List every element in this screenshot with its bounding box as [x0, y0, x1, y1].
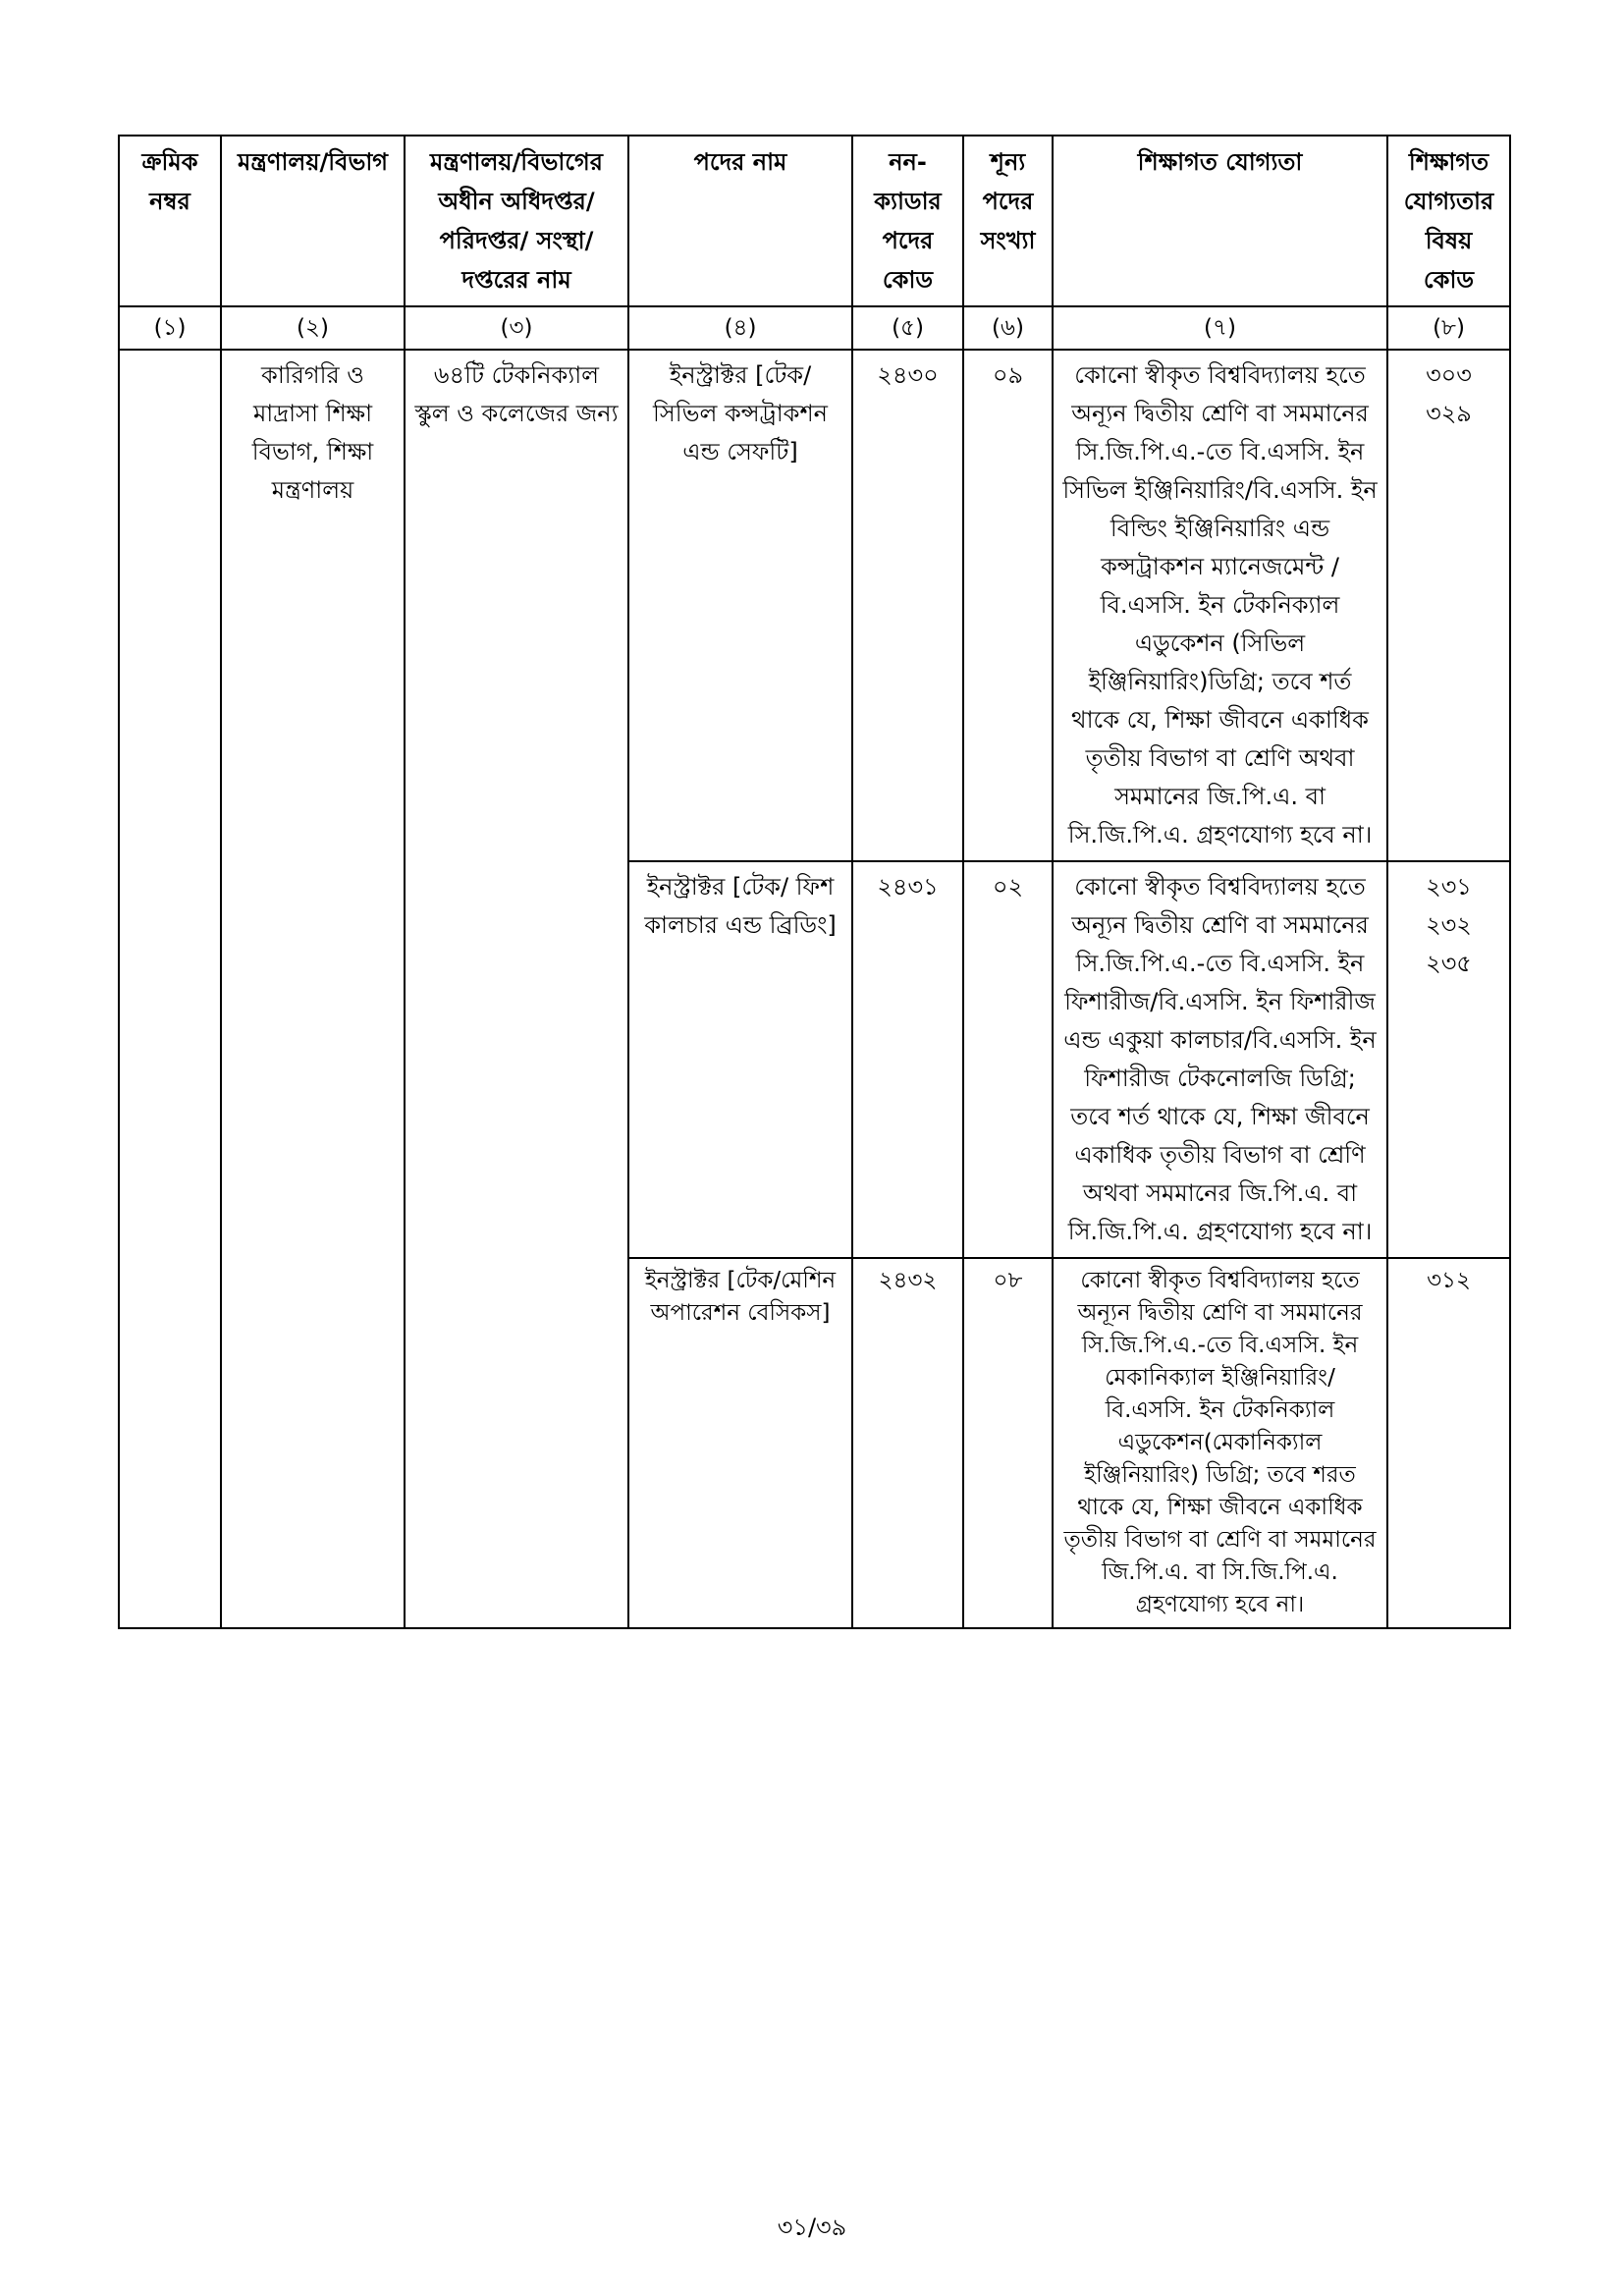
column-number: (৩)	[405, 306, 628, 350]
column-number: (৮)	[1387, 306, 1510, 350]
department-cell: ৬৪টি টেকনিক্যাল স্কুল ও কলেজের জন্য	[405, 350, 628, 1628]
column-number: (৭)	[1053, 306, 1387, 350]
subject-code: ২৩২	[1426, 911, 1472, 939]
header-post-code: নন- ক্যাডার পদের কোড	[852, 136, 963, 306]
header-serial: ক্রমিক নম্বর	[119, 136, 221, 306]
header-ministry: মন্ত্রণালয়/বিভাগ	[221, 136, 405, 306]
qualification-cell: কোনো স্বীকৃত বিশ্ববিদ্যালয় হতে অন্যূন দ্বিতীয় শ্রেণি বা সমমানের সি.জি.পি.এ.-তে বি.এসসি. ইন ফিশারীজ/বি.এসসি. ইন ফিশারীজ এন্ড একুয়া কালচার/বি.এসসি. ইন ফিশারীজ টেকনোলজি ডিগ্রি; তবে শর্ত থাকে যে, শিক্ষা জীবনে একাধিক তৃতীয় বিভাগ বা শ্রেণি অথবা সমমানের জি.পি.এ. বা সি.জি.পি.এ. গ্রহণযোগ্য হবে না।	[1053, 861, 1387, 1258]
column-number: (১)	[119, 306, 221, 350]
qualification-cell: কোনো স্বীকৃত বিশ্ববিদ্যালয় হতে অন্যূন দ্বিতীয় শ্রেণি বা সমমানের সি.জি.পি.এ.-তে বি.এসসি. ইন মেকানিক্যাল ইঞ্জিনিয়ারিং/ বি.এসসি. ইন টেকনিক্যাল এডুকেশন(মেকানিক্যাল ইঞ্জিনিয়ারিং) ডিগ্রি; তবে শরত থাকে যে, শিক্ষা জীবনে একাধিক তৃতীয় বিভাগ বা শ্রেণি বা সমমানের জি.পি.এ. বা সি.জি.পি.এ. গ্রহণযোগ্য হবে না।	[1053, 1258, 1387, 1628]
subject-code-cell	[1387, 1258, 1510, 1628]
post-name-cell: ইনস্ট্রাক্টর [টেক/ ফিশ কালচার এন্ড ব্রিডিং]	[628, 861, 852, 1258]
post-name-cell: ইনস্ট্রাক্টর [টেক/ সিভিল কন্সট্রাকশন এন্ড সেফটি]	[628, 350, 852, 861]
subject-code: ৩১২	[1427, 1268, 1471, 1293]
vacancy-cell: ০৯	[963, 350, 1053, 861]
table-header-row	[119, 136, 1510, 306]
post-code-cell: ২৪৩২	[852, 1258, 963, 1628]
column-number: (৬)	[963, 306, 1053, 350]
column-number: (৫)	[852, 306, 963, 350]
subject-code: ৩২৯	[1426, 400, 1472, 427]
ministry-cell: কারিগরি ও মাদ্রাসা শিক্ষা বিভাগ, শিক্ষা মন্ত্রণালয়	[221, 350, 405, 1628]
vacancy-cell: ০২	[963, 861, 1053, 1258]
column-number: (২)	[221, 306, 405, 350]
serial-cell	[119, 350, 221, 1628]
subject-code-cell	[1387, 861, 1510, 1258]
post-name-cell: ইনস্ট্রাক্টর [টেক/মেশিন অপারেশন বেসিকস]	[628, 1258, 852, 1628]
vacancy-cell: ০৮	[963, 1258, 1053, 1628]
header-post-name: পদের নাম	[628, 136, 852, 306]
subject-code: ৩০৩	[1426, 361, 1472, 389]
qualification-cell: কোনো স্বীকৃত বিশ্ববিদ্যালয় হতে অন্যূন দ্বিতীয় শ্রেণি বা সমমানের সি.জি.পি.এ.-তে বি.এসসি. ইন সিভিল ইঞ্জিনিয়ারিং/বি.এসসি. ইন বিল্ডিং ইঞ্জিনিয়ারিং এন্ড কন্সট্রাকশন ম্যানেজমেন্ট /বি.এসসি. ইন টেকনিক্যাল এডুকেশন (সিভিল ইঞ্জিনিয়ারিং)ডিগ্রি; তবে শর্ত থাকে যে, শিক্ষা জীবনে একাধিক তৃতীয় বিভাগ বা শ্রেণি অথবা সমমানের জি.পি.এ. বা সি.জি.পি.এ. গ্রহণযোগ্য হবে না।	[1053, 350, 1387, 861]
column-number: (৪)	[628, 306, 852, 350]
subject-code-cell	[1387, 350, 1510, 861]
subject-code: ২৩৫	[1426, 950, 1472, 977]
header-vacancy: শূন্য পদের সংখ্যা	[963, 136, 1053, 306]
page-number: ৩১/৩৯	[777, 2214, 847, 2241]
header-subject-code: শিক্ষাগত যোগ্যতার বিষয় কোড	[1387, 136, 1510, 306]
post-code-cell: ২৪৩০	[852, 350, 963, 861]
header-department: মন্ত্রণালয়/বিভাগের অধীন অধিদপ্তর/পরিদপ্তর/ সংস্থা/দপ্তরের নাম	[405, 136, 628, 306]
header-qualification: শিক্ষাগত যোগ্যতা	[1053, 136, 1387, 306]
table-row	[119, 350, 1510, 861]
vacancy-table	[118, 135, 1511, 1629]
column-number-row	[119, 306, 1510, 350]
post-code-cell: ২৪৩১	[852, 861, 963, 1258]
subject-code: ২৩১	[1426, 873, 1472, 901]
